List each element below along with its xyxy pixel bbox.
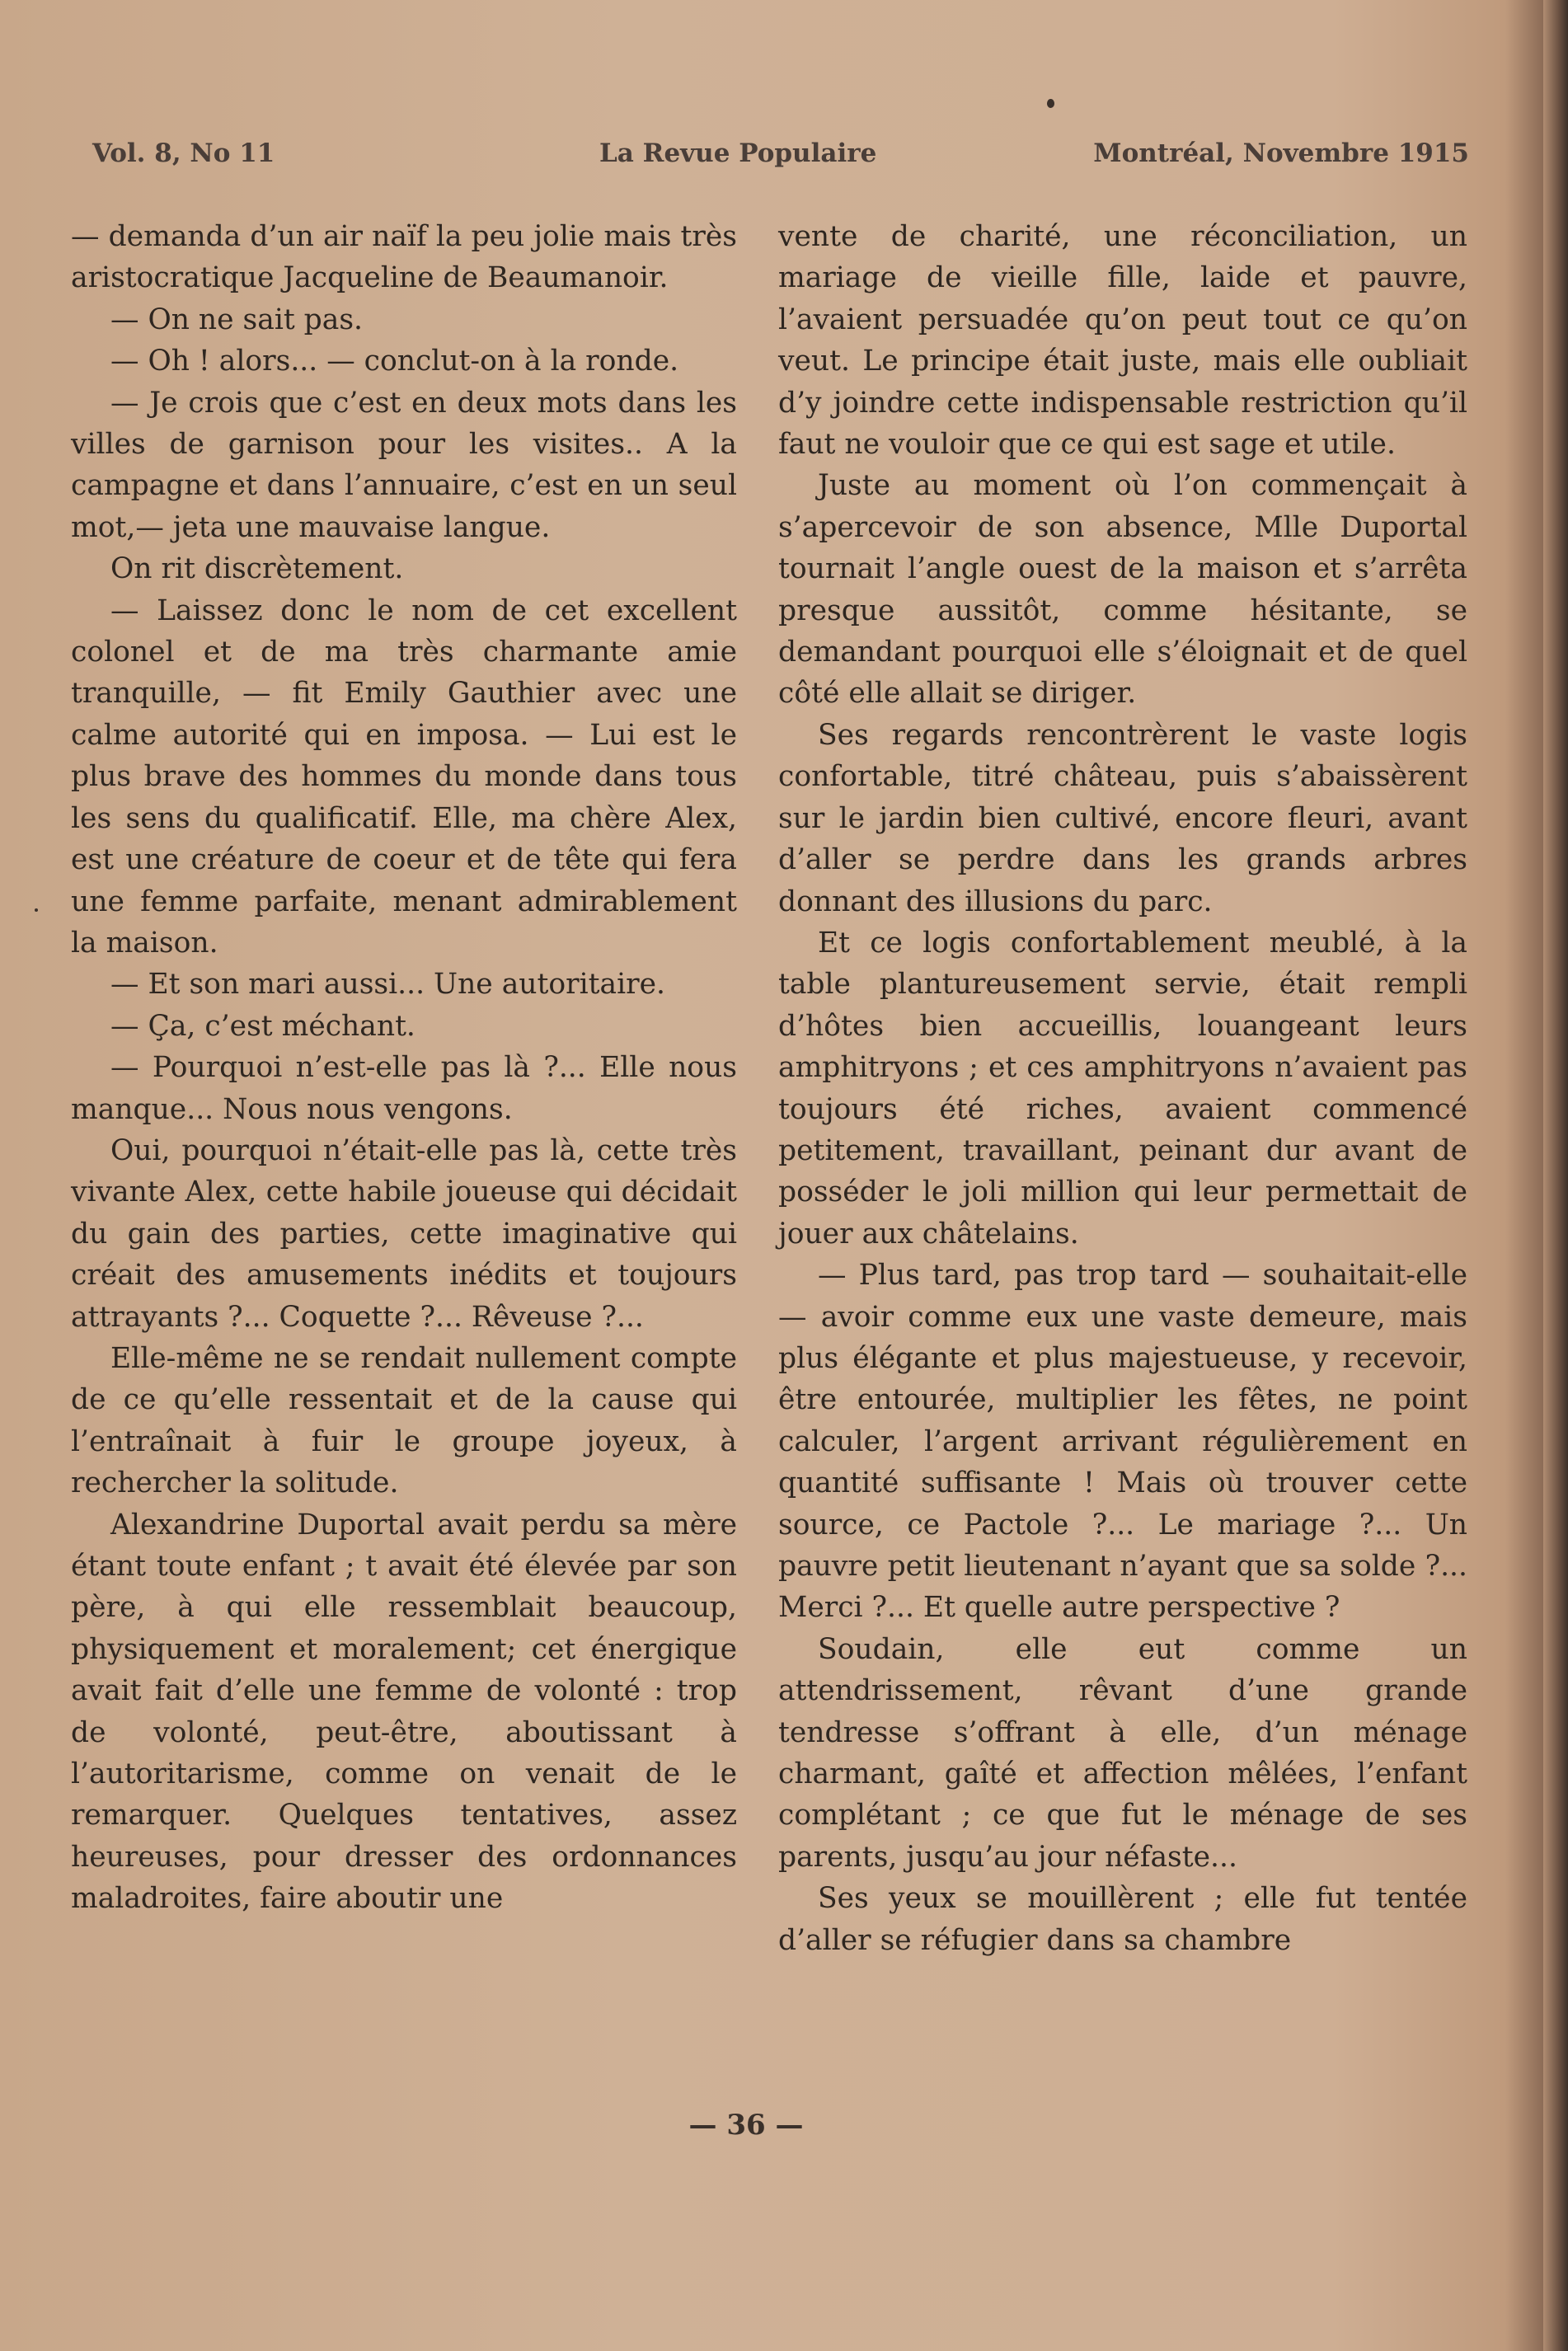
paragraph: Alexandrine Duportal avait perdu sa mère étant toute enfant ; t avait été élevée par son père, à qui elle ressemblait beaucoup, physiquement et moralement; cet énergique avait fait d’elle une femme de volonté : trop de volonté, peut-être, aboutissant à l’autoritarisme, comme on venait de le remarquer. Quelques tentatives, assez heureuses, pour dresser des ordonnances maladroites, faire aboutir une [71,1508,737,1916]
right-text-column [778,216,1467,1961]
page-number: — 36 — [688,2109,804,2142]
paragraph: — On ne sait pas. [110,303,364,336]
header-volume: Vol. 8, No 11 [92,138,275,168]
paragraph: vente de charité, une réconciliation, un mariage de vieille fille, laide et pauvre, l’avaient persuadée qu’on peut tout ce qu’on veut. Le principe était juste, mais elle oubliait d’y joindre cette indispensable restriction qu’il faut ne vouloir que ce qui est sage et utile. [778,220,1467,462]
running-header [92,138,1469,180]
header-place-date: Montréal, Novembre 1915 [1093,138,1469,168]
paragraph: — Pourquoi n’est-elle pas là ?... Elle nous manque... Nous nous vengons. [71,1051,737,1126]
paragraph: — Oh ! alors... — conclut-on à la ronde. [110,345,679,378]
left-text-column [71,216,737,1920]
paragraph: — Ça, c’est méchant. [110,1009,415,1043]
paragraph: Ses regards rencontrèrent le vaste logis confortable, titré château, puis s’abaissèrent sur le jardin bien cultivé, encore fleuri, avant d’aller se perdre dans les grands arbres donnant des illusions du parc. [778,718,1467,918]
ink-speck [1047,99,1054,108]
page-spine-shadow [1543,0,1568,2351]
paragraph: Et ce logis confortablement meublé, à la table plantureusement servie, était rempli d’hôtes bien accueillis, louangeant leurs amphitryons ; et ces amphitryons n’avaient pas toujours été riches, avaient commencé petitement, travaillant, peinant dur avant de posséder le joli million qui leur permettait de jouer aux châtelains. [778,926,1467,1251]
paragraph: — Plus tard, pas trop tard — souhaitait-elle — avoir comme eux une vaste demeure, mais plus élégante et plus majestueuse, y recevoir, être entourée, multiplier les fêtes, ne point calculer, l’argent arrivant régulièrement en quantité suffisante ! Mais où trouver cette source, ce Pactole ?... Le mariage ?... Un pauvre petit lieutenant n’ayant que sa solde ?... Merci ?... Et quelle autre perspective ? [778,1259,1467,1625]
paragraph: — demanda d’un air naïf la peu jolie mais très aristocratique Jacqueline de Beaumanoir. [71,220,737,295]
paragraph: Juste au moment où l’on commençait à s’apercevoir de son absence, Mlle Duportal tournait l’angle ouest de la maison et s’arrêta presque aussitôt, comme hésitante, se demandant pourquoi elle s’éloignait et de quel côté elle allait se diriger. [778,469,1467,711]
paragraph: Soudain, elle eut comme un attendrissement, rêvant d’une grande tendresse s’offrant à elle, d’un ménage charmant, gaîté et affection mêlées, l’enfant complétant ; ce que fut le ménage de ses parents, jusqu’au jour néfaste... [778,1632,1467,1874]
paragraph: — Je crois que c’est en deux mots dans les villes de garnison pour les visites.. A la campagne et dans l’annuaire, c’est en un seul mot,— jeta une mauvaise langue. [71,386,737,544]
ink-speck [35,908,38,912]
paragraph: — Et son mari aussi... Une autoritaire. [110,968,665,1002]
paragraph: On rit discrètement. [110,552,404,586]
paragraph: Ses yeux se mouillèrent ; elle fut tentée d’aller se réfugier dans sa chambre [778,1882,1467,1957]
paragraph: — Laissez donc le nom de cet excellent colonel et de ma très charmante amie tranquille, — fit Emily Gauthier avec une calme autorité qui en imposa. — Lui est le plus brave des hommes du monde dans tous les sens du qualificatif. Elle, ma chère Alex, est une créature de coeur et de tête qui fera une femme parfaite, menant admirablement la maison. [71,594,737,960]
paragraph: Elle-même ne se rendait nullement compte de ce qu’elle ressentait et de la cause qui l’entraînait à fuir le groupe joyeux, à rechercher la solitude. [71,1341,737,1500]
paragraph: Oui, pourquoi n’était-elle pas là, cette très vivante Alex, cette habile joueuse qui décidait du gain des parties, cette imaginative qui créait des amusements inédits et toujours attrayants ?... Coquette ?... Rêveuse ?... [71,1133,737,1334]
header-journal-title: La Revue Populaire [599,138,877,168]
